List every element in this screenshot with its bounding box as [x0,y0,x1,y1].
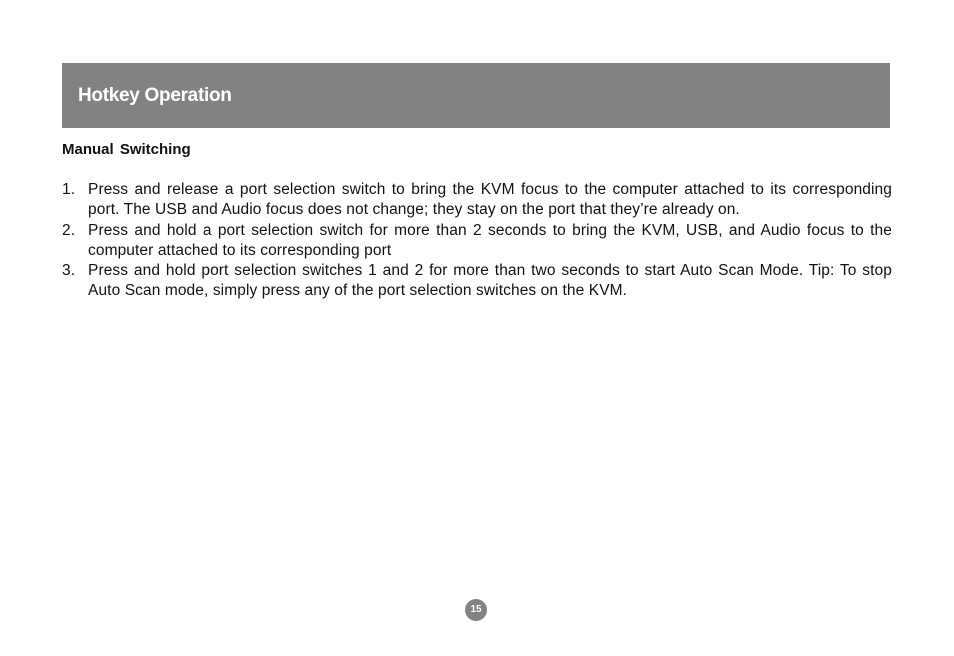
step-item [62,180,892,221]
steps-list [62,180,892,302]
page-title: Hotkey Operation [78,84,232,106]
step-number: 2. [62,221,76,239]
step-number: 1. [62,181,76,198]
step-text: Press and hold port selection switches 1 and 2 for more than two seconds to start Auto Scan Mode. Tip: To stop Auto Scan mode, simply press any of the port selection switches on the KVM. [88,262,892,300]
step-item [62,261,892,302]
step-text: Press and release a port selection switch to bring the KVM focus to the computer attached to its corresponding port. The USB and Audio focus does not change; they stay on the port that they’re already on. [88,181,892,219]
step-number: 3. [62,262,76,280]
step-text: Press and hold a port selection switch for more than 2 seconds to bring the KVM, USB, and Audio focus to the computer attached to its corresponding port [88,221,892,259]
step-item [62,221,892,262]
section-title: Manual Switching [62,141,191,158]
header-bar [62,63,890,128]
page-number-badge: 15 [465,599,487,621]
